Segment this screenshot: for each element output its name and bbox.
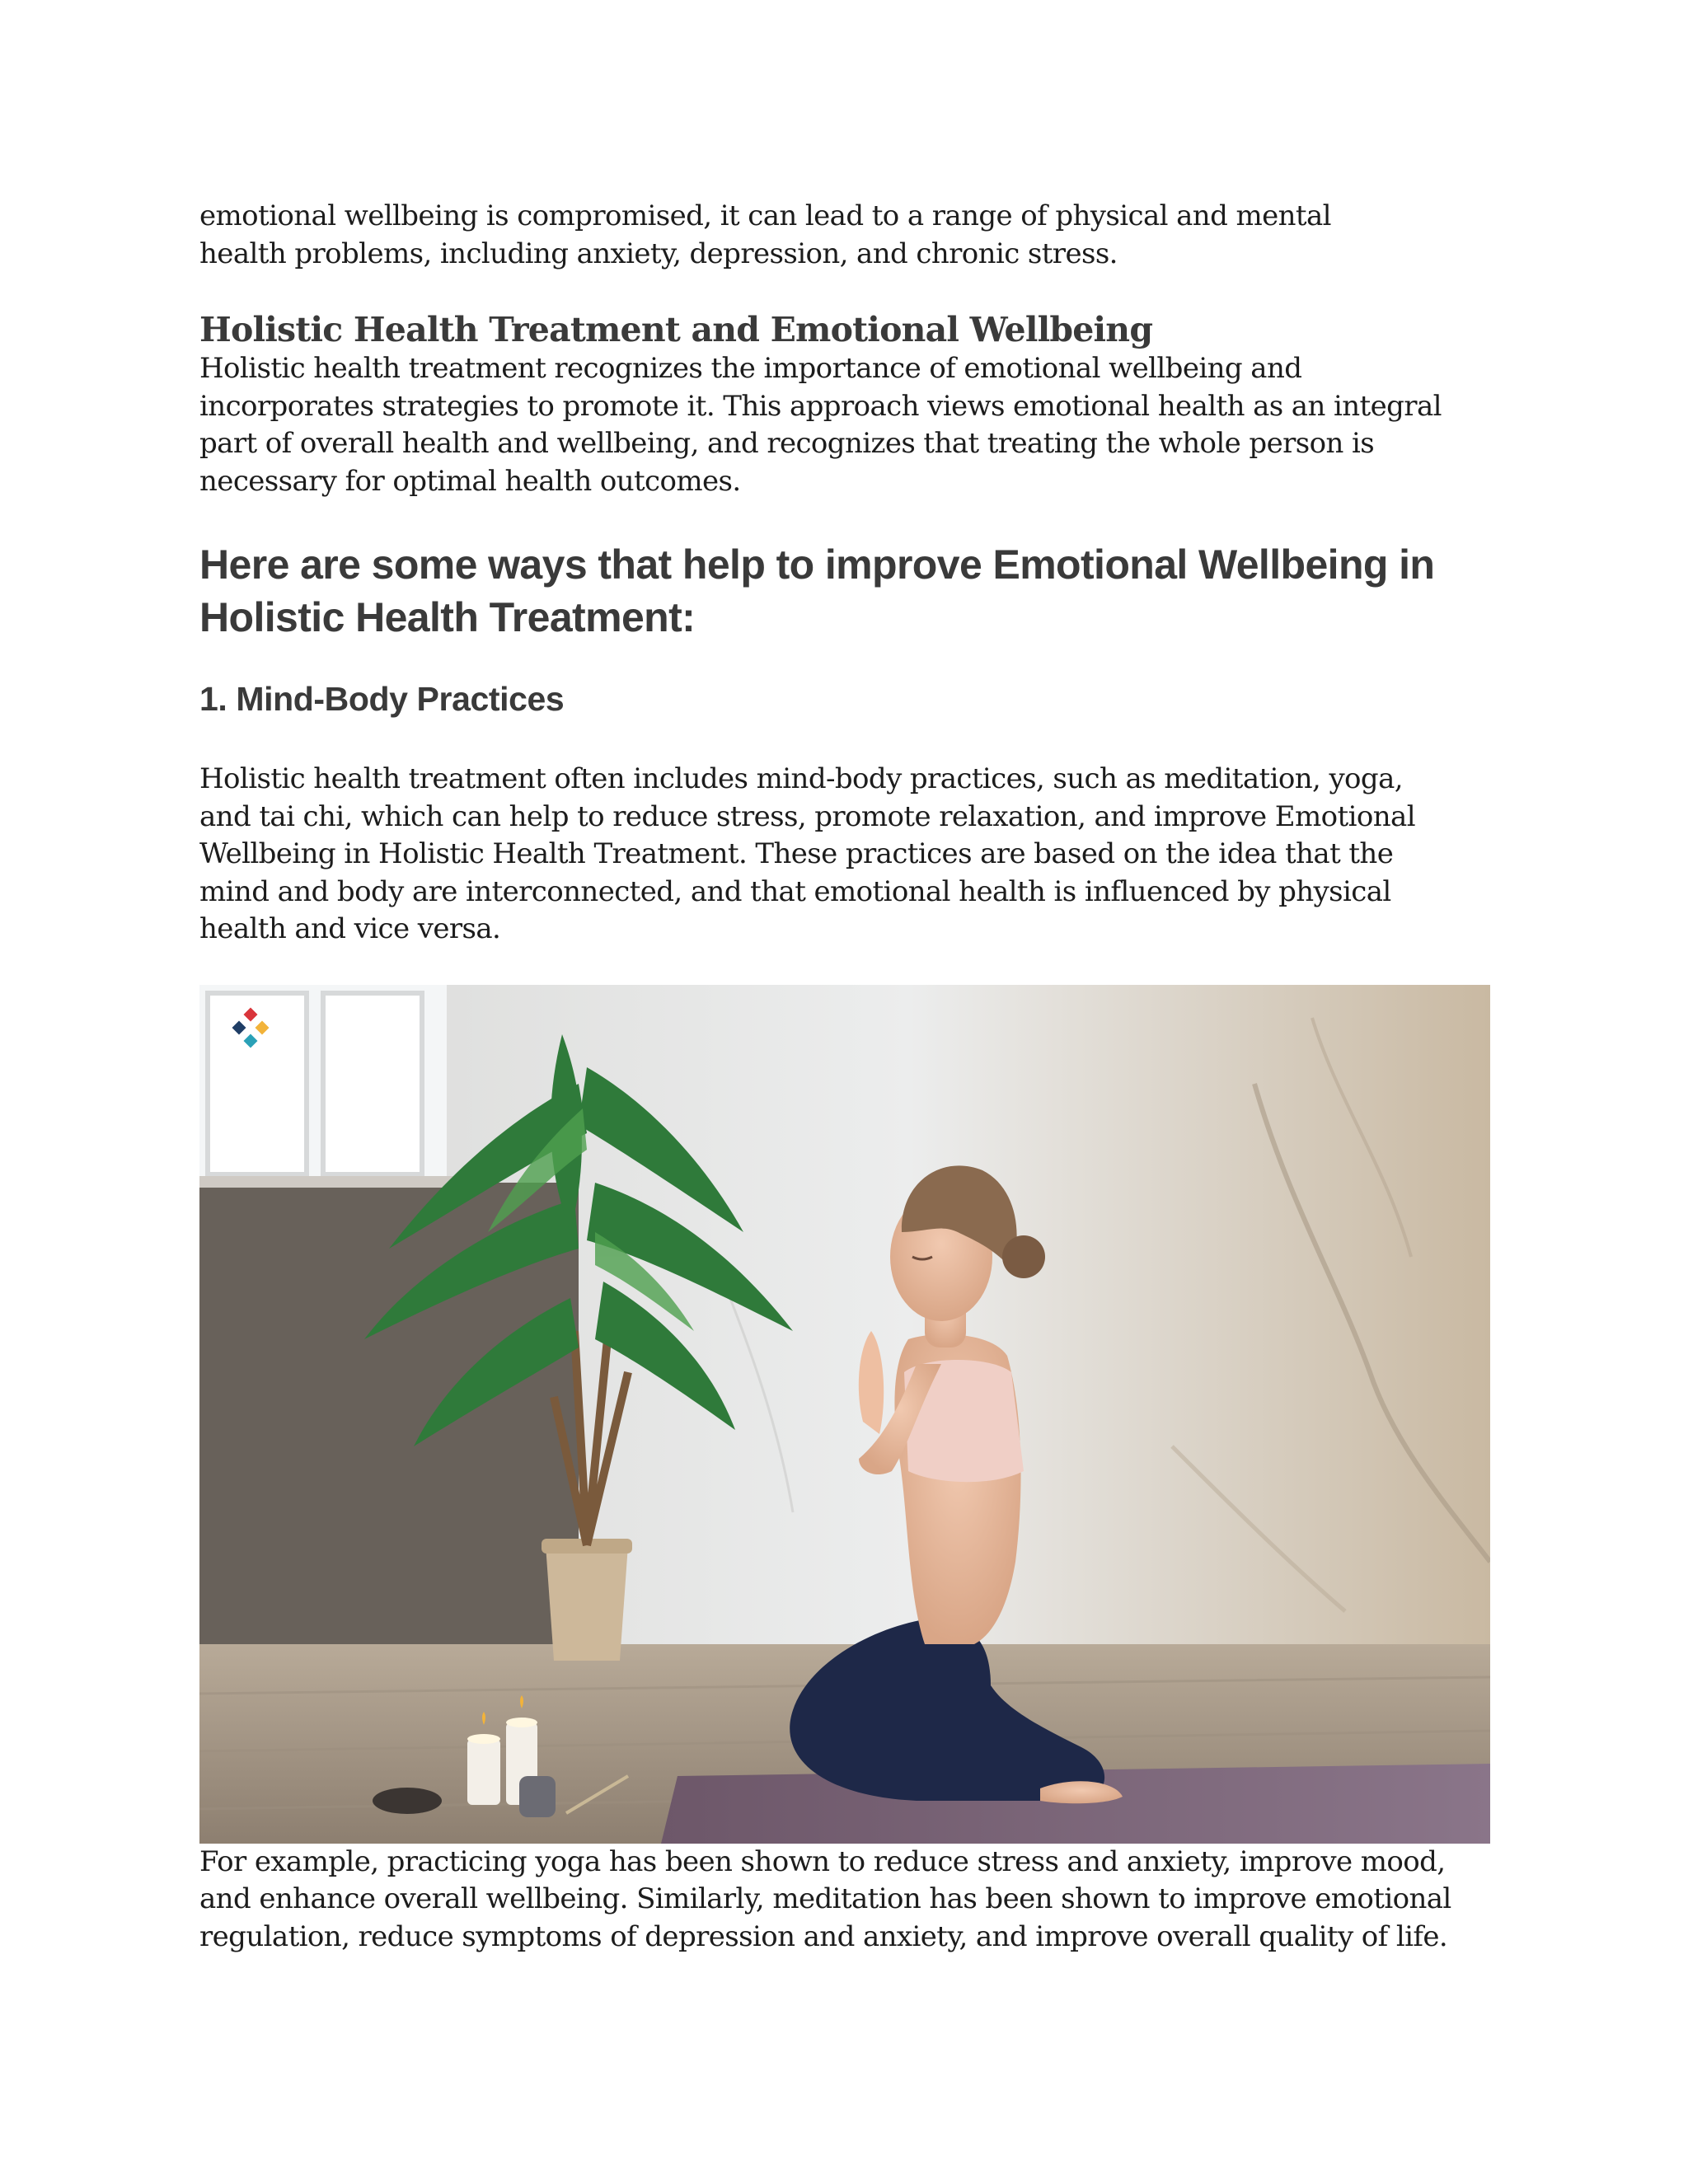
brand-logo-icon <box>227 1005 274 1051</box>
yoga-illustration <box>199 985 1490 1844</box>
section-heading-holistic-emotional: Holistic Health Treatment and Emotional Wellbeing <box>199 310 1153 349</box>
section-body-holistic-emotional: Holistic health treatment recognizes the importance of emotional wellbeing and incorporates strategies to promote it. This approach views emotional health as an integral part of overall health and wellbeing, and recognizes that treating the whole person is necessary for optimal health outcomes. <box>199 352 1442 498</box>
closing-paragraph: For example, practicing yoga has been shown to reduce stress and anxiety, improve mood, and enhance overall wellbeing. Similarly, meditation has been shown to improve emotional regulation, reduce symptoms of depression and anxiety, and improve overall quality of life. <box>199 1844 1451 1953</box>
mind-body-paragraph: Holistic health treatment often includes mind-body practices, such as meditation, yoga, and tai chi, which can help to reduce stress, promote relaxation, and improve Emotional Wellbeing in Holistic Health Treatment. These practices are based on the idea that the mind and body are interconnected, and that emotional health is influenced by physical health and vice versa. <box>199 762 1415 945</box>
yoga-photo <box>199 985 1490 1844</box>
subheading-mind-body: 1. Mind-Body Practices <box>199 680 565 718</box>
intro-paragraph: emotional wellbeing is compromised, it can lead to a range of physical and mental health problems, including anxiety, depression, and chronic stress. <box>199 199 1331 270</box>
ways-heading: Here are some ways that help to improve Emotional Wellbeing in Holistic Health Treatment: <box>199 541 1435 640</box>
document-page <box>199 198 1490 1956</box>
